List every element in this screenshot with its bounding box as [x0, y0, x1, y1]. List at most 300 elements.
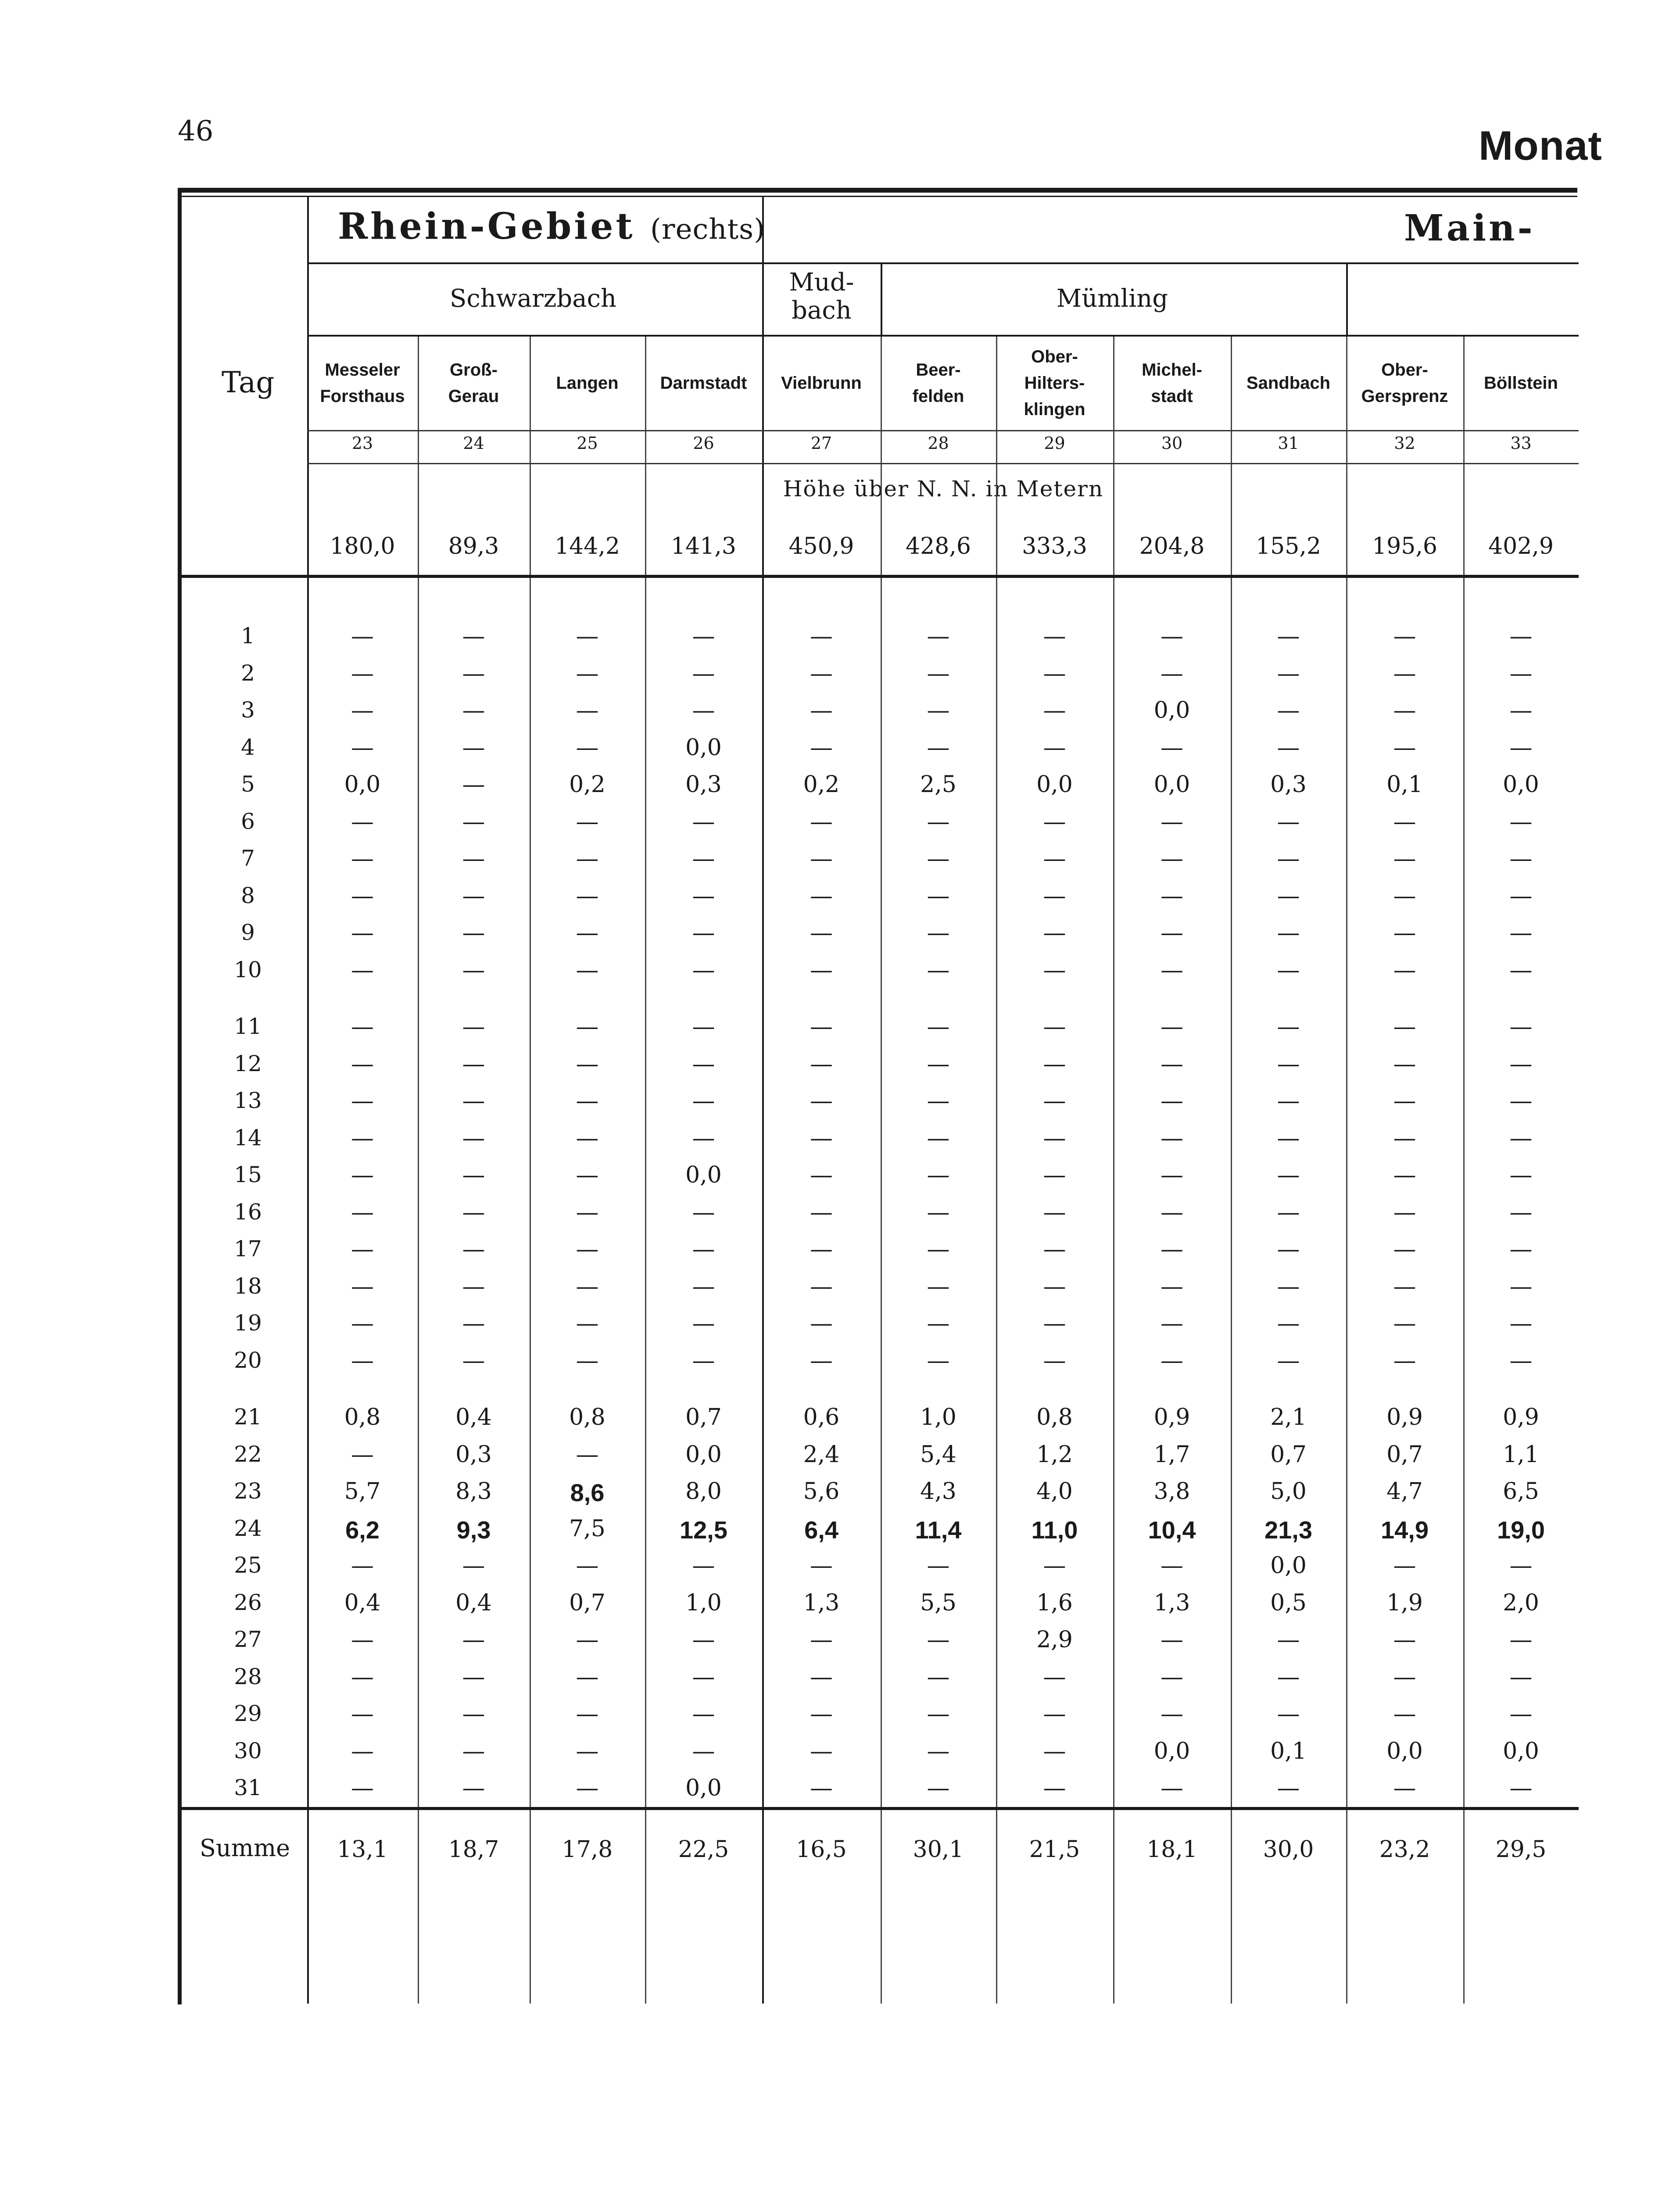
table-cell: —: [1277, 957, 1300, 983]
station-name: Langen: [556, 373, 619, 393]
table-cell: —: [1509, 808, 1533, 835]
day-number: 17: [234, 1236, 262, 1262]
table-cell: 0,3: [685, 771, 722, 798]
table-cell: —: [351, 1199, 374, 1226]
table-cell: —: [810, 1775, 833, 1801]
table-cell: —: [576, 1125, 599, 1151]
table-cell: —: [1277, 1050, 1300, 1077]
rhein-gebiet-label: Rhein-Gebiet: [338, 205, 635, 247]
summe-cell: 30,1: [913, 1836, 964, 1863]
table-cell: —: [927, 1627, 950, 1653]
table-cell: —: [576, 734, 599, 761]
day-number: 2: [241, 660, 255, 686]
table-cell: —: [1393, 623, 1416, 649]
table-cell: —: [810, 734, 833, 761]
table-cell: —: [1509, 1162, 1533, 1188]
station-name: Vielbrunn: [781, 373, 862, 393]
table-cell: —: [1161, 846, 1183, 872]
table-cell: —: [1277, 1663, 1300, 1690]
table-cell: —: [1393, 1014, 1416, 1040]
day-number: 7: [241, 846, 255, 871]
page-number: 46: [178, 115, 214, 147]
table-cell: 5,7: [344, 1478, 381, 1505]
table-cell: 0,4: [455, 1404, 492, 1430]
day-number: 23: [234, 1478, 262, 1504]
table-cell: 4,0: [1036, 1478, 1073, 1505]
day-number: 4: [241, 734, 255, 760]
table-cell: —: [1043, 1347, 1066, 1374]
table-cell: 19,0: [1497, 1516, 1545, 1544]
table-cell: —: [810, 697, 833, 724]
table-cell: 0,6: [803, 1404, 840, 1430]
schwarzbach-heading: Schwarzbach: [449, 284, 617, 313]
table-cell: —: [1043, 1273, 1066, 1300]
table-cell: —: [1277, 920, 1300, 946]
station-elevation: 402,9: [1488, 533, 1554, 559]
table-cell: —: [927, 1273, 950, 1300]
table-cell: —: [462, 1552, 485, 1579]
table-cell: —: [810, 1738, 833, 1764]
table-cell: 0,1: [1386, 771, 1423, 798]
day-number: 14: [234, 1125, 262, 1151]
table-cell: —: [810, 1236, 833, 1262]
table-cell: —: [1509, 623, 1533, 649]
table-cell: —: [1277, 1199, 1300, 1226]
table-cell: 0,4: [455, 1589, 492, 1616]
table-cell: —: [810, 846, 833, 872]
table-cell: —: [810, 1088, 833, 1114]
table-cell: —: [1043, 920, 1066, 946]
mudbach-heading: Mud- bach: [789, 268, 854, 325]
table-cell: —: [1509, 846, 1533, 872]
table-cell: —: [927, 1347, 950, 1374]
table-cell: 5,5: [920, 1589, 956, 1616]
table-cell: —: [692, 1627, 715, 1653]
table-cell: —: [1393, 1125, 1416, 1151]
station-elevation: 333,3: [1022, 533, 1087, 559]
table-cell: —: [1277, 660, 1300, 687]
rhein-gebiet-heading: [338, 205, 765, 247]
table-cell: —: [1161, 882, 1183, 909]
table-cell: —: [927, 1236, 950, 1262]
table-cell: —: [692, 1199, 715, 1226]
table-cell: —: [810, 957, 833, 983]
table-cell: 0,0: [1153, 771, 1190, 798]
table-cell: —: [692, 1088, 715, 1114]
station-name: Böllstein: [1484, 373, 1558, 393]
table-cell: —: [462, 1310, 485, 1337]
table-cell: —: [1509, 1552, 1533, 1579]
tag-column-heading: Tag: [222, 366, 275, 399]
table-cell: —: [351, 660, 374, 687]
station-elevation: 141,3: [671, 533, 736, 559]
table-cell: —: [1043, 1014, 1066, 1040]
rule-number-bottom: [307, 463, 1579, 464]
table-cell: —: [576, 1199, 599, 1226]
table-cell: —: [462, 1738, 485, 1764]
table-cell: —: [1043, 1701, 1066, 1727]
table-cell: —: [1161, 1310, 1183, 1337]
table-cell: —: [462, 623, 485, 649]
table-cell: —: [1393, 1627, 1416, 1653]
table-cell: —: [576, 1310, 599, 1337]
table-cell: 4,3: [920, 1478, 956, 1505]
day-number: 13: [234, 1088, 262, 1113]
table-cell: —: [927, 1199, 950, 1226]
table-cell: —: [810, 1310, 833, 1337]
table-cell: —: [462, 697, 485, 724]
table-cell: —: [1043, 1552, 1066, 1579]
table-cell: —: [1509, 1775, 1533, 1801]
day-number: 3: [241, 697, 255, 723]
table-cell: —: [1277, 697, 1300, 724]
table-cell: —: [927, 846, 950, 872]
table-cell: 6,4: [804, 1516, 838, 1544]
table-cell: —: [927, 1050, 950, 1077]
table-cell: —: [1393, 1088, 1416, 1114]
table-cell: —: [1161, 1088, 1183, 1114]
table-cell: —: [351, 1014, 374, 1040]
table-cell: —: [1393, 1199, 1416, 1226]
table-cell: 8,6: [570, 1479, 605, 1506]
table-cell: 1,7: [1153, 1441, 1190, 1468]
table-cell: —: [810, 660, 833, 687]
table-cell: —: [576, 1347, 599, 1374]
table-cell: 0,5: [1270, 1589, 1307, 1616]
table-cell: —: [810, 920, 833, 946]
summe-cell: 16,5: [796, 1836, 847, 1863]
table-cell: —: [810, 623, 833, 649]
table-cell: —: [576, 1627, 599, 1653]
table-cell: —: [351, 1663, 374, 1690]
table-cell: —: [462, 1162, 485, 1188]
day-number: 29: [234, 1701, 262, 1726]
table-cell: 1,0: [685, 1589, 722, 1616]
table-cell: —: [351, 1273, 374, 1300]
table-cell: —: [576, 623, 599, 649]
table-cell: —: [462, 660, 485, 687]
table-cell: —: [927, 1701, 950, 1727]
table-cell: —: [1277, 808, 1300, 835]
table-cell: —: [576, 1162, 599, 1188]
day-number: 6: [241, 808, 255, 834]
table-cell: —: [1393, 697, 1416, 724]
station-number: 29: [1044, 434, 1065, 453]
station-number: 23: [351, 434, 373, 453]
table-cell: —: [1509, 1310, 1533, 1337]
table-cell: —: [1509, 734, 1533, 761]
table-cell: —: [1509, 1701, 1533, 1727]
station-name: Messeler Forsthaus: [320, 360, 405, 406]
table-cell: —: [1393, 957, 1416, 983]
table-cell: —: [1161, 808, 1183, 835]
table-cell: —: [1043, 1050, 1066, 1077]
station-number: 30: [1161, 434, 1183, 453]
table-cell: —: [927, 1775, 950, 1801]
table-cell: —: [1277, 1014, 1300, 1040]
table-cell: 1,9: [1386, 1589, 1423, 1616]
table-cell: —: [927, 882, 950, 909]
table-cell: —: [1277, 1088, 1300, 1114]
table-cell: —: [576, 697, 599, 724]
summe-cell: 21,5: [1029, 1836, 1080, 1863]
day-number: 24: [234, 1515, 262, 1541]
table-cell: —: [351, 623, 374, 649]
table-cell: 0,9: [1153, 1404, 1190, 1430]
table-cell: 0,8: [1036, 1404, 1073, 1430]
day-number: 5: [241, 771, 255, 797]
table-cell: —: [810, 1273, 833, 1300]
day-number: 25: [234, 1552, 262, 1578]
table-cell: —: [810, 1347, 833, 1374]
table-cell: 1,3: [803, 1589, 840, 1616]
station-number: 32: [1394, 434, 1415, 453]
table-cell: —: [576, 660, 599, 687]
station-name: Michel- stadt: [1142, 360, 1202, 406]
table-cell: 1,2: [1036, 1441, 1073, 1468]
table-cell: —: [1043, 623, 1066, 649]
table-cell: 0,7: [1270, 1441, 1307, 1468]
table-cell: —: [1277, 734, 1300, 761]
table-cell: —: [927, 1738, 950, 1764]
table-cell: —: [1393, 1663, 1416, 1690]
table-cell: —: [810, 1627, 833, 1653]
rule-header-bottom: [178, 575, 1579, 578]
table-cell: —: [1509, 1273, 1533, 1300]
table-cell: —: [576, 1552, 599, 1579]
table-cell: —: [692, 1014, 715, 1040]
station-name: Beer- felden: [912, 360, 964, 406]
table-cell: —: [1161, 1663, 1183, 1690]
table-cell: —: [1043, 1738, 1066, 1764]
table-cell: —: [1161, 1552, 1183, 1579]
table-cell: —: [462, 1627, 485, 1653]
station-number: 26: [693, 434, 714, 453]
station-name: Darmstadt: [660, 373, 747, 393]
table-cell: —: [810, 1552, 833, 1579]
table-cell: —: [576, 846, 599, 872]
table-cell: —: [810, 882, 833, 909]
table-cell: —: [462, 1088, 485, 1114]
table-cell: 0,2: [569, 771, 605, 798]
table-cell: —: [1509, 1125, 1533, 1151]
elevation-caption: Höhe über N. N. in Metern: [783, 476, 1104, 502]
table-cell: —: [1277, 623, 1300, 649]
day-number: 22: [234, 1441, 262, 1467]
table-cell: —: [1393, 1273, 1416, 1300]
table-cell: 1,3: [1153, 1589, 1190, 1616]
table-cell: —: [351, 846, 374, 872]
table-cell: —: [1161, 1125, 1183, 1151]
table-cell: —: [1393, 1310, 1416, 1337]
table-cell: —: [1277, 1347, 1300, 1374]
table-cell: —: [1043, 1236, 1066, 1262]
table-cell: 0,0: [1503, 771, 1539, 798]
table-cell: 8,0: [685, 1478, 722, 1505]
table-cell: —: [692, 920, 715, 946]
table-cell: —: [351, 1738, 374, 1764]
table-cell: —: [462, 1701, 485, 1727]
table-cell: —: [927, 1663, 950, 1690]
table-cell: —: [1161, 1627, 1183, 1653]
table-cell: —: [692, 660, 715, 687]
table-cell: 0,0: [685, 1162, 722, 1188]
table-cell: —: [351, 882, 374, 909]
table-cell: —: [1277, 1310, 1300, 1337]
table-cell: —: [351, 1775, 374, 1801]
table-cell: 14,9: [1381, 1516, 1429, 1544]
table-cell: —: [1043, 697, 1066, 724]
table-cell: —: [576, 1738, 599, 1764]
table-cell: —: [576, 920, 599, 946]
table-cell: 12,5: [680, 1516, 727, 1544]
table-cell: —: [1161, 1273, 1183, 1300]
table-cell: 0,7: [1386, 1441, 1423, 1468]
table-cell: —: [1161, 1050, 1183, 1077]
table-cell: —: [462, 1236, 485, 1262]
table-cell: —: [576, 1273, 599, 1300]
summe-cell: 30,0: [1263, 1836, 1314, 1863]
day-number: 21: [234, 1404, 262, 1430]
summe-cell: 29,5: [1495, 1836, 1547, 1863]
day-number: 16: [234, 1199, 262, 1225]
table-cell: —: [462, 1125, 485, 1151]
table-cell: 1,1: [1503, 1441, 1539, 1468]
table-cell: —: [927, 623, 950, 649]
table-cell: 0,3: [1270, 771, 1307, 798]
table-cell: —: [1509, 1014, 1533, 1040]
table-cell: —: [1043, 1125, 1066, 1151]
table-cell: —: [692, 1273, 715, 1300]
table-cell: —: [462, 846, 485, 872]
table-cell: —: [927, 1552, 950, 1579]
table-cell: 0,3: [455, 1441, 492, 1468]
table-cell: —: [692, 1347, 715, 1374]
table-cell: —: [576, 882, 599, 909]
table-cell: —: [1277, 1701, 1300, 1727]
table-cell: —: [1393, 808, 1416, 835]
table-cell: —: [1043, 1088, 1066, 1114]
table-cell: —: [927, 1162, 950, 1188]
table-cell: 2,1: [1270, 1404, 1307, 1430]
table-cell: —: [692, 697, 715, 724]
table-cell: 0,8: [569, 1404, 605, 1430]
table-cell: —: [1161, 1775, 1183, 1801]
table-top-rule-inner: [178, 196, 1577, 197]
table-cell: —: [1277, 1125, 1300, 1151]
table-cell: —: [1161, 957, 1183, 983]
table-cell: 21,3: [1264, 1516, 1312, 1544]
station-elevation: 428,6: [906, 533, 971, 559]
table-cell: —: [1509, 882, 1533, 909]
table-cell: 9,3: [456, 1516, 491, 1544]
table-cell: —: [810, 1050, 833, 1077]
table-cell: 0,1: [1270, 1738, 1307, 1764]
table-cell: —: [1509, 1663, 1533, 1690]
day-number: 1: [241, 623, 255, 649]
table-cell: —: [576, 957, 599, 983]
table-cell: —: [1509, 1347, 1533, 1374]
station-name: Ober- Gersprenz: [1361, 360, 1448, 406]
table-cell: —: [351, 1162, 374, 1188]
table-cell: —: [692, 1663, 715, 1690]
table-cell: —: [462, 882, 485, 909]
table-cell: 1,0: [920, 1404, 956, 1430]
table-cell: —: [1043, 1775, 1066, 1801]
table-cell: —: [1161, 1701, 1183, 1727]
summe-cell: 18,1: [1146, 1836, 1197, 1863]
table-cell: 0,0: [685, 734, 722, 761]
table-cell: 1,6: [1036, 1589, 1073, 1616]
table-left-rule: [178, 188, 182, 2004]
day-number: 15: [234, 1162, 262, 1187]
table-cell: —: [692, 1050, 715, 1077]
table-cell: 0,8: [344, 1404, 381, 1430]
table-cell: —: [462, 771, 485, 798]
table-top-rule: [178, 188, 1577, 193]
table-cell: —: [1509, 1050, 1533, 1077]
table-cell: 6,5: [1503, 1478, 1539, 1505]
table-cell: 0,0: [685, 1441, 722, 1468]
table-cell: 0,0: [1270, 1552, 1307, 1579]
table-cell: 0,0: [1503, 1738, 1539, 1764]
table-cell: —: [1393, 882, 1416, 909]
table-cell: —: [1161, 1162, 1183, 1188]
table-cell: —: [462, 1014, 485, 1040]
table-cell: —: [1393, 920, 1416, 946]
table-cell: —: [462, 957, 485, 983]
table-cell: —: [1393, 1552, 1416, 1579]
table-cell: —: [810, 1014, 833, 1040]
table-cell: 5,4: [920, 1441, 956, 1468]
table-cell: —: [1161, 1199, 1183, 1226]
summe-cell: 23,2: [1379, 1836, 1430, 1863]
table-cell: —: [1393, 1775, 1416, 1801]
table-cell: —: [1277, 1273, 1300, 1300]
table-cell: 0,9: [1503, 1404, 1539, 1430]
table-cell: 3,8: [1153, 1478, 1190, 1505]
rule-group-bottom: [307, 262, 1579, 264]
table-cell: —: [576, 1050, 599, 1077]
table-cell: —: [1509, 1088, 1533, 1114]
table-cell: —: [1509, 957, 1533, 983]
table-cell: —: [1509, 1199, 1533, 1226]
station-name: Sandbach: [1246, 373, 1331, 393]
rhein-gebiet-suffix: (rechts): [650, 213, 766, 246]
table-cell: —: [692, 1701, 715, 1727]
table-cell: 0,0: [1153, 1738, 1190, 1764]
day-number: 31: [234, 1775, 262, 1800]
table-cell: 0,0: [685, 1775, 722, 1801]
table-cell: —: [1043, 1162, 1066, 1188]
table-cell: 11,4: [915, 1516, 962, 1544]
table-cell: 10,4: [1148, 1516, 1196, 1544]
table-cell: 2,9: [1036, 1627, 1073, 1653]
table-cell: —: [351, 1701, 374, 1727]
table-cell: —: [1043, 957, 1066, 983]
table-cell: 5,0: [1270, 1478, 1307, 1505]
table-cell: —: [1043, 808, 1066, 835]
table-cell: 0,4: [344, 1589, 381, 1616]
table-cell: —: [576, 1236, 599, 1262]
table-cell: —: [1393, 1347, 1416, 1374]
day-number: 11: [234, 1014, 262, 1039]
table-cell: —: [927, 1088, 950, 1114]
station-elevation: 195,6: [1372, 533, 1437, 559]
table-cell: —: [1043, 734, 1066, 761]
table-cell: —: [351, 1627, 374, 1653]
table-cell: —: [576, 1014, 599, 1040]
